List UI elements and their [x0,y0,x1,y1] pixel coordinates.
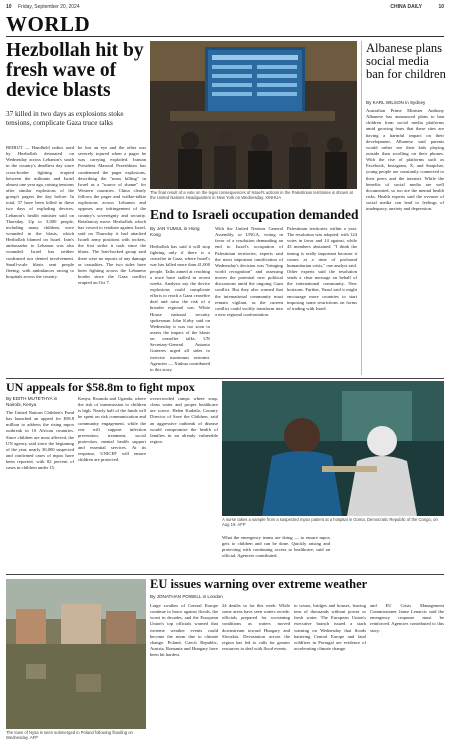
lower-rule [6,574,444,575]
mpox-column-4: What the emergency teams are doing — to ensure mpox gets to children and can be done. Quickly raising and protecting with continuing access to healthcare, said an official. Agencies contributed. [222,535,330,559]
un-headline: End to Israeli occupation demanded [150,207,359,222]
page-number-right: 10 [438,4,444,10]
mpox-column-1: The United Nations Children's Fund has launched an appeal for $58.8 million to address the rising mpox outbreak in 16 African countries. Since children are most affected, the UN agency said since the beginning of the year, nearly 30,000 suspected and confirmed cases of mpox have been reported, with 82 percent of cases in children under 15. [6,410,74,471]
flood-photo [6,579,146,729]
mpox-headline: UN appeals for $58.8m to fight mpox [6,380,195,394]
top-rule [6,36,444,37]
lead-column-2: he lost an eye and the other was severely injured when a pager he was carrying exploded. Iranian President Masoud Pezeshkian has condemned the pager explosions, describing the "mass killing" in Israel as a "source of shame" for Western countries. China clearly follows the pager and walkie-talkie explosions across Lebanon and opposes any infringement of the country's sovereignty and security. Retaliatory move. Hezbollah, which has vowed to retaliate against Israel, said on Thursday it had attacked Israeli army positions with rockets, the first strike it took since the blasts. The Iran-backed group said there were no reports of any damage or casualties. The two sides have been fighting across the Lebanese border since the Gaza conflict erupted on Oct 7. [78,145,146,286]
albanese-text: Australian Prime Minister Anthony Albanese has announced plans to ban children from social media platforms amid growing fears that these sites are having a harmful impact on their development. Albanese said parents would rather see their kids playing outside than scrolling on their phones. With the rise of platforms such as Facebook, Instagram, X, and Snapchat, young people are constantly connected to their peers and the internet. While the benefits of social media are well documented, so too are the mental health risks. Health experts said the overuse of social media can lead to feelings of inadequacy, anxiety and depression. [366,108,444,212]
mpox-byline: By EDITH MUTETHYA in Nairobi, Kenya [6,396,58,408]
mpox-caption: A nurse takes a sample from a suspected mpox patient at a hospital in Goma, Democratic Republic of the Congo, on Aug 19. AFP [222,517,438,528]
section-title: WORLD [6,12,91,36]
eu-column-2: 24 deaths so far this week. While some areas have seen waters recede, officials prepared for worsening conditions as waters moved downstream toward Hungary and Slovakia. Devastation across the region has led to calls for greater resources to deal with flood events. [222,603,290,651]
eu-column-4: and EU Crisis Management Commissioner Janez Lenarcic said the emergency response must be reinforced. Agencies contributed to this story. [370,603,444,633]
un-byline: By JAN YUMUL in Hong Kong [150,226,200,238]
flood-caption: The town of Nysa is seen submerged in Poland following flooding on Wednesday. AFP [6,730,133,741]
albanese-byline: By KARL WILSON in Sydney [366,100,426,105]
mpox-photo [222,381,444,516]
un-vote-photo [150,41,357,189]
un-column-2: Palestinian territories within a year. The resolution was adopted, with 124 votes in favor and 14 against, while 43 members abstained. "I think the timing is really important because it comes at a time of profound humanitarian crisis," one analyst said. Other experts said the resolution sends a clear message on behalf of the international community. New horizons. Further, Yusuf said it might encourage more countries to start imposing some restrictions on forms of trading with Israel. [287,226,357,311]
eu-byline: By JONATHAN POWELL in London [150,594,223,599]
right-rail-divider [361,41,362,375]
page-number: 10 [6,4,12,10]
masthead [6,4,444,12]
lead-column-3: Hezbollah has said it will stop fighting only if there is a ceasefire in Gaza, where Israel's war has killed more than 41,000 people. Talks aimed at reaching a truce have stalled in recent weeks. Analysts say the device explosions could complicate efforts to reach a Gaza ceasefire deal and raise the risk of a broader regional war. White House national security spokesman John Kirby said on Wednesday it was too soon to assess the impact of the blasts on ceasefire talks. UN Secretary-General Antonio Guterres urged all sides to exercise maximum restraint. Agencies — Xinhua contributed to this story. [150,244,210,372]
lead-column-1: BEIRUT — Handheld radios used by Hezbollah detonated on Wednesday across Lebanon's south in the country's deadliest day since cross-border fighting erupted between the militants and Israel almost one year ago, raising tensions after similar explosions of the group's pagers the day before. In total, 37 have been killed in these two days of exploding devices, Lebanon's health minister said on Thursday. Up to 3,000 people, including many children, were wounded in the blasts, which Hezbollah blamed on Israel. Iran's ambassador to Lebanon was also wounded. Israel has neither confirmed nor denied involvement. Small-scale blasts sent people fleeing, with ambulances racing to hospitals across the country. [6,145,74,279]
un-column-1: With the United Nations General Assembly, or UNGA, voting in favor of a resolution demanding an end to Israel's occupation of Palestinian territories, experts said the most important ramification of Wednesday's decision was "bringing world recognition" and assessing moves the potential new political discussions amid the ongoing Gaza conflict. But they also warned that the international community must remain vigilant, as the current conflict could swiftly transform into a new regional confrontation. [215,226,283,317]
mpox-column-3: overcrowded camps where soap, clean water and proper healthcare are scarce. Helen Kadzila, Country Director of Save the Children, said an aggressive outbreak of disease would compromise the health of families in an already vulnerable region. [150,396,218,444]
eu-headline: EU issues warning over extreme weather [150,577,368,591]
mid-rule [6,378,444,379]
brand-name: CHINA DAILY [390,4,422,10]
mpox-column-2: Kenya, Rwanda and Uganda, where the risk of transmission to children is high. Nearly half of the funds will be spent on risk communication and community engagement, while the rest will support infection prevention, treatment, social protection, mental health support and essential services. At its response, UNICEF will ensure children are protected. [78,396,146,463]
eu-column-1: Large swathes of Central Europe continue to brace against floods, the worst in decades, and the European Union's top officials warned that extreme weather events could become the norm due to climate change. Poland, Czech Republic, Austria, Romania and Hungary have been hit hardest. [150,603,218,658]
issue-date: Friday, September 20, 2024 [18,4,80,10]
eu-column-3: to towns, bridges and houses, leaving tens of thousands without power or fresh water. The European Union's executive branch issued a stark warning on Wednesday that floods battering Central Europe and fatal wildfires in Portugal are evidence of accelerating climate change. [294,603,366,651]
un-vote-caption: The final result of a vote on the legal consequences of Israel's actions in the Palestinian territories is shown at the United Nations Headquarters in New York on Wednesday. XINHUA [150,190,353,201]
albanese-headline: Albanese plans social media ban for children [366,41,446,81]
lead-headline: Hezbollah hit by fresh wave of device blasts [6,40,144,101]
lead-dek: 37 killed in two days as explosions stoke tensions, complicate Gaza truce talks [6,110,124,127]
